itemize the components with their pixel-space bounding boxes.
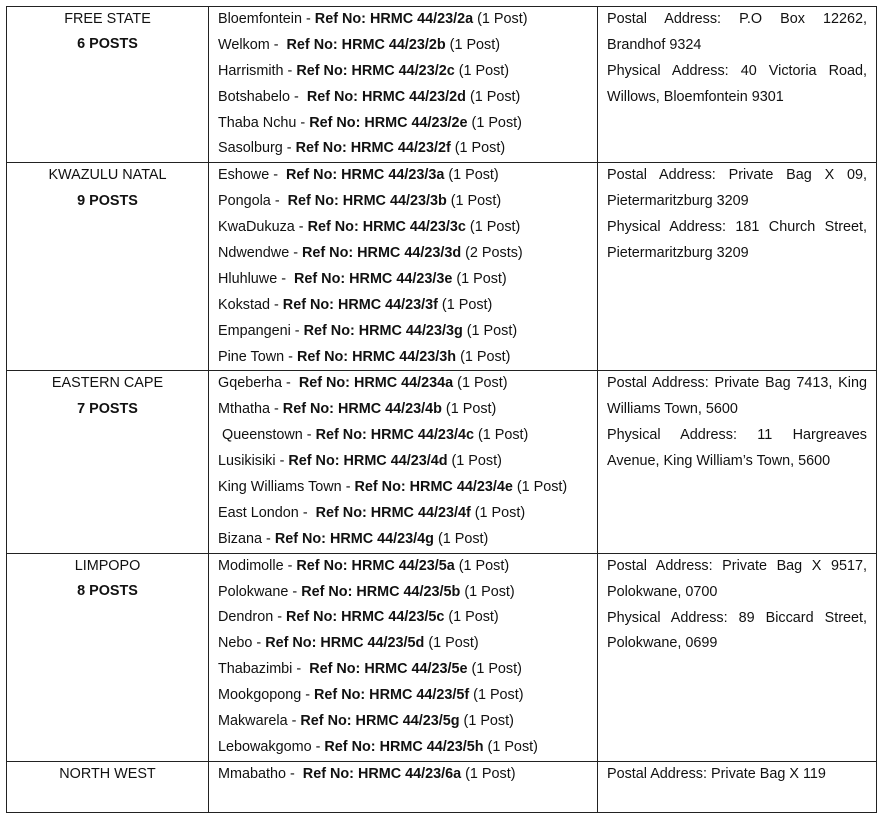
reference-number: Ref No: HRMC 44/23/3h — [296, 348, 457, 365]
location-name: Kokstad — [218, 296, 270, 313]
location-entry — [209, 7, 597, 33]
reference-number: Ref No: HRMC 44/23/4g — [274, 530, 434, 547]
post-count: 9 POSTS — [77, 192, 138, 209]
location-entry — [209, 215, 597, 241]
separator: - — [277, 270, 294, 287]
location-name: Lebowakgomo — [218, 738, 312, 755]
location-entry — [209, 709, 597, 735]
address-cell — [598, 761, 877, 812]
separator: - — [275, 453, 289, 470]
table-body — [7, 7, 877, 813]
post-quantity: (1 Post) — [450, 140, 506, 157]
table-row — [7, 553, 877, 761]
location-name: KwaDukuza — [218, 219, 295, 236]
location-entry — [209, 475, 597, 501]
location-name: Queenstown — [222, 427, 303, 444]
post-quantity: (1 Post) — [424, 635, 479, 652]
location-name: Mookgopong — [218, 687, 302, 704]
reference-number: Ref No: HRMC 44/23/3b — [287, 193, 447, 210]
location-name: Pine Town — [218, 348, 285, 365]
table-row — [7, 163, 877, 371]
separator: - — [294, 219, 308, 236]
location-entry — [209, 189, 597, 215]
reference-number: Ref No: HRMC 44/23/2e — [309, 114, 468, 131]
physical-address: Physical Address: 181 Church Street, Pietermaritzburg 3209 — [607, 219, 867, 262]
location-name: Harrismith — [218, 62, 284, 79]
separator: - — [290, 322, 304, 339]
location-entry — [209, 762, 597, 788]
post-quantity: (1 Post) — [461, 765, 516, 782]
separator: - — [341, 479, 355, 496]
post-quantity: (1 Post) — [512, 479, 568, 496]
post-quantity: (1 Post) — [465, 219, 521, 236]
postal-address: Postal Address: Private Bag 7413, King Williams Town, 5600 — [607, 375, 867, 418]
separator: - — [282, 375, 299, 392]
location-entry — [209, 163, 597, 189]
locations-cell — [209, 553, 598, 761]
location-name: Thaba Nchu — [218, 114, 297, 131]
reference-number: Ref No: HRMC 44/23/5g — [300, 713, 460, 730]
location-name: Bizana — [218, 530, 263, 547]
location-entry — [209, 449, 597, 475]
separator: - — [252, 635, 266, 652]
physical-address: Physical Address: 40 Victoria Road, Willows, Bloemfontein 9301 — [607, 62, 867, 105]
address-cell — [598, 7, 877, 163]
separator: - — [296, 114, 310, 131]
post-quantity: (1 Post) — [462, 322, 518, 339]
reference-number: Ref No: HRMC 44/23/5b — [301, 583, 461, 600]
separator: - — [262, 530, 275, 547]
post-quantity: (1 Post) — [473, 11, 528, 27]
location-name: Botshabelo — [218, 88, 291, 105]
location-name: Mmabatho — [218, 765, 286, 782]
post-quantity: (1 Post) — [454, 557, 510, 574]
address-cell — [598, 163, 877, 371]
table-row — [7, 7, 877, 163]
separator: - — [288, 583, 302, 600]
location-name: Hluhluwe — [218, 270, 278, 287]
province-cell — [7, 371, 209, 553]
location-entry — [209, 397, 597, 423]
reference-number: Ref No: HRMC 44/23/5e — [309, 661, 468, 678]
post-quantity: (1 Post) — [467, 114, 522, 131]
location-entry — [209, 59, 597, 85]
separator: - — [282, 140, 296, 157]
reference-number: Ref No: HRMC 44/23/3f — [282, 296, 438, 313]
post-quantity: (1 Post) — [433, 530, 489, 547]
locations-cell — [209, 7, 598, 163]
reference-number: Ref No: HRMC 44/23/3e — [294, 270, 453, 287]
location-entry — [209, 136, 597, 162]
location-entry — [209, 631, 597, 657]
location-entry — [209, 345, 597, 371]
location-name: Thabazimbi — [218, 661, 293, 678]
post-quantity: (1 Post) — [473, 427, 529, 444]
reference-number: Ref No: HRMC 44/23/3g — [303, 322, 463, 339]
post-quantity: (1 Post) — [447, 453, 502, 470]
location-name: Makwarela — [218, 713, 288, 730]
separator: - — [283, 557, 297, 574]
province-cell — [7, 761, 209, 812]
post-quantity: (1 Post) — [470, 504, 526, 521]
location-entry — [209, 111, 597, 137]
location-name: Mthatha — [218, 401, 270, 418]
reference-number: Ref No: HRMC 44/23/3c — [307, 219, 466, 236]
postal-address: Postal Address: Private Bag X 9517, Polokwane, 0700 — [607, 557, 867, 600]
address-cell — [598, 553, 877, 761]
locations-cell — [209, 163, 598, 371]
reference-number: Ref No: HRMC 44/23/4b — [282, 401, 442, 418]
physical-address: Physical Address: 89 Biccard Street, Polokwane, 0699 — [607, 609, 867, 652]
location-name: Eshowe — [218, 167, 270, 184]
reference-number: Ref No: HRMC 44/23/4d — [288, 453, 448, 470]
reference-number: Ref No: HRMC 44/23/5d — [265, 635, 425, 652]
location-entry — [209, 735, 597, 761]
province-name: EASTERN CAPE — [51, 375, 164, 392]
province-cell — [7, 163, 209, 371]
reference-number: Ref No: HRMC 44/23/4e — [354, 479, 513, 496]
post-count: 8 POSTS — [77, 582, 138, 599]
location-name: Nebo — [218, 635, 253, 652]
locations-cell — [209, 761, 598, 812]
postal-address: Postal Address: Private Bag X 09, Pietermaritzburg 3209 — [607, 167, 867, 210]
separator: - — [286, 765, 303, 782]
reference-number: Ref No: HRMC 44/23/2b — [286, 36, 446, 53]
separator: - — [289, 245, 302, 262]
location-entry — [209, 33, 597, 59]
address-cell — [598, 371, 877, 553]
separator: - — [270, 193, 288, 210]
location-name: Ndwendwe — [218, 245, 290, 262]
reference-number: Ref No: HRMC 44/23/4c — [315, 427, 474, 444]
post-quantity: (1 Post) — [444, 167, 499, 184]
separator: - — [270, 296, 283, 313]
location-entry — [209, 657, 597, 683]
location-entry — [209, 267, 597, 293]
separator: - — [290, 88, 307, 105]
post-quantity: (1 Post) — [456, 348, 511, 365]
post-quantity: (1 Post) — [459, 713, 514, 730]
reference-number: Ref No: HRMC 44/23/6a — [302, 765, 462, 782]
separator: - — [298, 504, 316, 521]
post-quantity: (1 Post) — [453, 375, 508, 392]
reference-number: Ref No: HRMC 44/23/4f — [315, 504, 471, 521]
table-row — [7, 371, 877, 553]
location-name: Sasolburg — [218, 140, 283, 157]
location-name: Polokwane — [218, 583, 289, 600]
location-name: Empangeni — [218, 322, 291, 339]
locations-cell — [209, 371, 598, 553]
separator: - — [292, 661, 310, 678]
location-entry — [209, 293, 597, 319]
post-count: 7 POSTS — [77, 400, 138, 417]
province-name: KWAZULU NATAL — [48, 167, 167, 184]
physical-address: Physical Address: 11 Hargreaves Avenue, King William’s Town, 5600 — [607, 427, 867, 470]
province-name: NORTH WEST — [59, 765, 156, 782]
reference-number: Ref No: HRMC 44/23/2f — [295, 140, 451, 157]
post-quantity: (1 Post) — [452, 270, 507, 287]
post-quantity: (1 Post) — [444, 609, 499, 626]
location-name: Pongola — [218, 193, 271, 210]
location-entry — [209, 85, 597, 111]
location-name: Modimolle — [218, 557, 284, 574]
separator: - — [273, 609, 286, 626]
reference-number: Ref No: HRMC 44/23/3d — [302, 245, 462, 262]
post-quantity: (1 Post) — [483, 738, 538, 755]
post-quantity: (1 Post) — [469, 687, 524, 704]
province-name: LIMPOPO — [74, 557, 141, 574]
province-cell — [7, 553, 209, 761]
location-entry — [209, 605, 597, 631]
location-name: Welkom — [218, 36, 270, 53]
reference-number: Ref No: HRMC 44/23/5h — [324, 738, 484, 755]
province-cell — [7, 7, 209, 163]
location-entry — [209, 501, 597, 527]
reference-number: Ref No: HRMC 44/23/2a — [314, 11, 474, 27]
reference-number: Ref No: HRMC 44/23/5f — [314, 687, 470, 704]
province-name: FREE STATE — [64, 11, 151, 27]
separator: - — [287, 713, 301, 730]
post-quantity: (1 Post) — [460, 583, 515, 600]
location-entry — [209, 319, 597, 345]
post-quantity: (1 Post) — [467, 661, 522, 678]
post-quantity: (1 Post) — [465, 88, 521, 105]
reference-number: Ref No: HRMC 44/23/2c — [296, 62, 455, 79]
post-quantity: (2 Posts) — [461, 245, 523, 262]
location-entry — [209, 423, 597, 449]
location-entry — [209, 241, 597, 267]
post-quantity: (1 Post) — [454, 62, 510, 79]
separator: - — [301, 687, 315, 704]
location-name: Dendron — [218, 609, 274, 626]
post-quantity: (1 Post) — [445, 36, 501, 53]
separator: - — [283, 62, 297, 79]
location-name: King Williams Town — [218, 479, 342, 496]
location-name: Bloemfontein — [218, 11, 302, 27]
reference-number: Ref No: HRMC 44/23/3a — [286, 167, 445, 184]
separator: - — [269, 167, 286, 184]
separator: - — [302, 427, 316, 444]
post-quantity: (1 Post) — [446, 193, 502, 210]
separator: - — [311, 738, 325, 755]
location-entry — [209, 580, 597, 606]
post-quantity: (1 Post) — [437, 296, 493, 313]
location-entry — [209, 527, 597, 553]
separator: - — [284, 348, 297, 365]
location-name: East London — [218, 504, 299, 521]
separator: - — [302, 11, 315, 27]
location-name: Gqeberha — [218, 375, 283, 392]
reference-number: Ref No: HRMC 44/23/5a — [296, 557, 455, 574]
posts-table — [6, 6, 877, 813]
location-entry — [209, 554, 597, 580]
separator: - — [269, 36, 287, 53]
reference-number: Ref No: HRMC 44/23/2d — [306, 88, 466, 105]
post-count: 6 POSTS — [77, 36, 138, 53]
post-quantity: (1 Post) — [441, 401, 497, 418]
location-name: Lusikisiki — [218, 453, 276, 470]
location-entry — [209, 371, 597, 397]
table-row — [7, 761, 877, 812]
post-count — [7, 787, 208, 812]
reference-number: Ref No: HRMC 44/234a — [298, 375, 454, 392]
reference-number: Ref No: HRMC 44/23/5c — [286, 609, 445, 626]
separator: - — [270, 401, 283, 418]
postal-address: Postal Address: P.O Box 12262, Brandhof 9324 — [607, 11, 867, 53]
postal-address: Postal Address: Private Bag X 119 — [607, 765, 826, 782]
location-entry — [209, 683, 597, 709]
